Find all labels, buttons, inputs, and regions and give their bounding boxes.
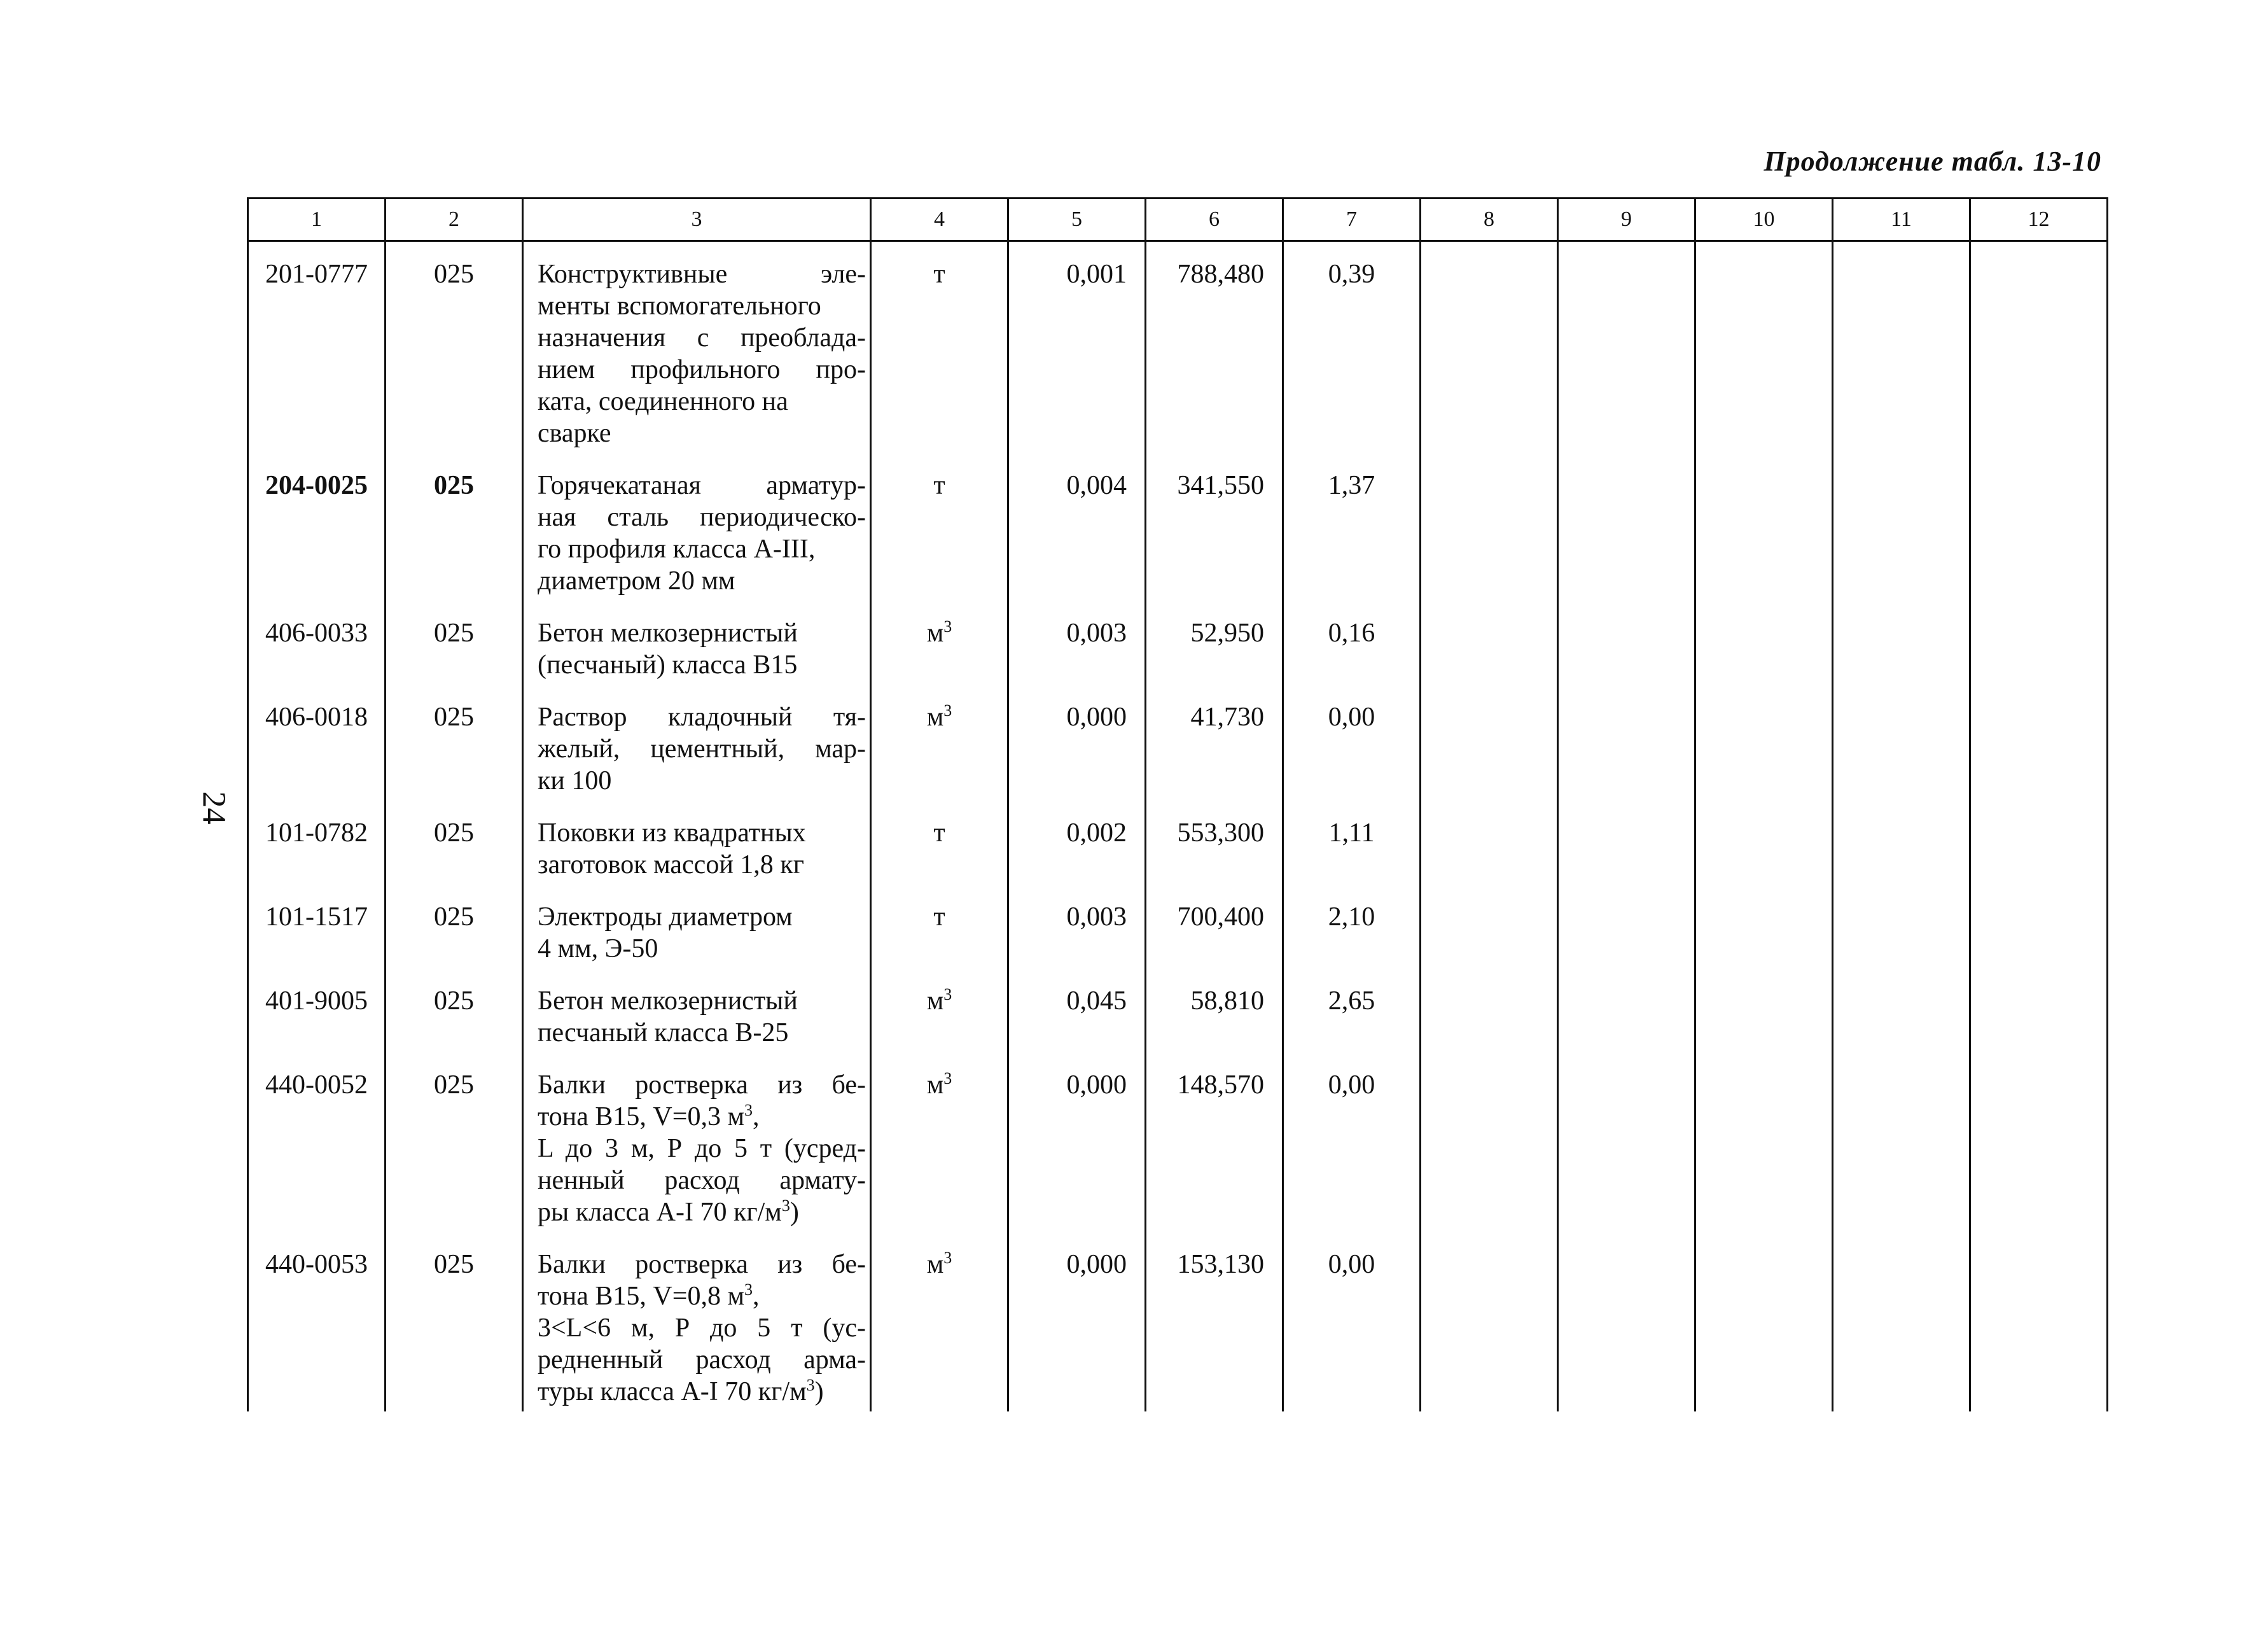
cell-total: 0,39 [1283, 241, 1421, 454]
cell-col12-empty [1970, 601, 2108, 685]
cell-total: 2,10 [1283, 885, 1421, 969]
cell-col8-empty [1421, 1053, 1558, 1232]
cell-total: 0,00 [1283, 685, 1421, 801]
cell-total: 0,16 [1283, 601, 1421, 685]
table-row [248, 241, 2108, 454]
cell-unit [871, 685, 1008, 801]
cell-quantity: 0,003 [1008, 601, 1146, 685]
column-header-4: 4 [871, 199, 1008, 241]
cell-col9-empty [1558, 801, 1695, 885]
cell-code: 101-1517 [248, 885, 386, 969]
cell-col2: 025 [386, 969, 523, 1053]
cell-name [523, 969, 871, 1053]
cell-col12-empty [1970, 801, 2108, 885]
column-header-9: 9 [1558, 199, 1695, 241]
cell-col11-empty [1833, 801, 1970, 885]
cell-code: 440-0052 [248, 1053, 386, 1232]
cell-col8-empty [1421, 453, 1558, 601]
cell-code: 101-0782 [248, 801, 386, 885]
cell-total: 1,11 [1283, 801, 1421, 885]
cell-quantity: 0,004 [1008, 453, 1146, 601]
cell-col10-empty [1695, 1232, 1833, 1411]
name-line: Балки ростверка из бе- [538, 1250, 866, 1279]
cell-col9-empty [1558, 1053, 1695, 1232]
cell-quantity: 0,001 [1008, 241, 1146, 454]
unit-superscript: 3 [943, 1249, 952, 1267]
cell-name [523, 241, 871, 454]
cell-col12-empty [1970, 685, 2108, 801]
name-line: Балки ростверка из бе- [538, 1070, 866, 1100]
cell-col2: 025 [386, 1232, 523, 1411]
name-line: Горячекатаная арматур- [538, 471, 866, 500]
cell-quantity: 0,000 [1008, 685, 1146, 801]
cell-col8-empty [1421, 885, 1558, 969]
cell-code: 201-0777 [248, 241, 386, 454]
cell-col9-empty [1558, 453, 1695, 601]
name-line: ката, соединенного на [538, 387, 788, 416]
cell-code: 406-0018 [248, 685, 386, 801]
cell-col10-empty [1695, 885, 1833, 969]
cell-col12-empty [1970, 453, 2108, 601]
name-line: назначения с преоблада- [538, 323, 866, 353]
name-line: диаметром 20 мм [538, 566, 735, 596]
cell-price: 52,950 [1146, 601, 1283, 685]
cell-col10-empty [1695, 241, 1833, 454]
cell-col2: 025 [386, 685, 523, 801]
cell-unit [871, 241, 1008, 454]
unit-text: т [933, 818, 945, 848]
unit-text: т [933, 260, 945, 289]
cell-col11-empty [1833, 885, 1970, 969]
cell-col9-empty [1558, 1232, 1695, 1411]
cell-col8-empty [1421, 801, 1558, 885]
cell-price: 700,400 [1146, 885, 1283, 969]
unit-text: м [926, 619, 944, 648]
column-header-2: 2 [386, 199, 523, 241]
name-line: го профиля класса А-III, [538, 535, 816, 564]
cell-name [523, 601, 871, 685]
cell-price: 341,550 [1146, 453, 1283, 601]
cell-col9-empty [1558, 601, 1695, 685]
unit-text: м [926, 1070, 944, 1100]
column-header-5: 5 [1008, 199, 1146, 241]
name-line: тона В15, V=0,3 $м^3$, [538, 1101, 760, 1131]
cell-col10-empty [1695, 601, 1833, 685]
name-line: Поковки из квадратных [538, 818, 806, 848]
cell-col10-empty [1695, 1053, 1833, 1232]
unit-text: м [926, 1250, 944, 1279]
name-line: желый, цементный, мар- [538, 734, 866, 764]
column-header-11: 11 [1833, 199, 1970, 241]
cell-quantity: 0,003 [1008, 885, 1146, 969]
unit-superscript: 3 [943, 701, 952, 720]
table-row [248, 453, 2108, 601]
cell-unit [871, 801, 1008, 885]
cell-col9-empty [1558, 685, 1695, 801]
cell-col12-empty [1970, 885, 2108, 969]
cell-col8-empty [1421, 969, 1558, 1053]
cell-col10-empty [1695, 969, 1833, 1053]
cell-price: 788,480 [1146, 241, 1283, 454]
cell-total: 0,00 [1283, 1053, 1421, 1232]
column-header-8: 8 [1421, 199, 1558, 241]
cell-code: 204-0025 [248, 453, 386, 601]
cell-unit [871, 601, 1008, 685]
name-line: заготовок массой 1,8 кг [538, 850, 804, 879]
name-line: (песчаный) класса В15 [538, 650, 798, 680]
name-line: ненный расход армату- [538, 1166, 866, 1195]
name-line: редненный расход арма- [538, 1345, 866, 1375]
cell-col2: 025 [386, 241, 523, 454]
cell-col8-empty [1421, 1232, 1558, 1411]
column-header-10: 10 [1695, 199, 1833, 241]
name-line: сварке [538, 419, 611, 448]
table-continuation-caption: Продолжение табл. 13-10 [1764, 146, 2101, 177]
cell-col11-empty [1833, 969, 1970, 1053]
cell-col9-empty [1558, 885, 1695, 969]
unit-text: м [926, 986, 944, 1016]
unit-superscript: 3 [943, 617, 952, 636]
name-line: ры класса А-I 70 $кг/м^3$) [538, 1196, 799, 1227]
cell-col10-empty [1695, 453, 1833, 601]
name-line: менты вспомогательного [538, 291, 821, 321]
column-header-1: 1 [248, 199, 386, 241]
cell-col2: 025 [386, 885, 523, 969]
cell-total: 2,65 [1283, 969, 1421, 1053]
cell-total: 1,37 [1283, 453, 1421, 601]
cell-col8-empty [1421, 685, 1558, 801]
cell-col9-empty [1558, 241, 1695, 454]
column-header-6: 6 [1146, 199, 1283, 241]
cell-code: 406-0033 [248, 601, 386, 685]
cell-quantity: 0,045 [1008, 969, 1146, 1053]
cell-price: 148,570 [1146, 1053, 1283, 1232]
cell-name [523, 453, 871, 601]
name-line: ная сталь периодическо- [538, 503, 866, 532]
unit-text: т [933, 902, 945, 932]
cell-quantity: 0,000 [1008, 1232, 1146, 1411]
cell-col8-empty [1421, 601, 1558, 685]
cell-price: 553,300 [1146, 801, 1283, 885]
cell-unit [871, 1232, 1008, 1411]
column-header-7: 7 [1283, 199, 1421, 241]
table-row [248, 601, 2108, 685]
cell-code: 401-9005 [248, 969, 386, 1053]
table-row [248, 969, 2108, 1053]
name-line: L до 3 м, Р до 5 т (усред- [538, 1134, 866, 1163]
resource-table [247, 197, 2108, 1411]
column-header-12: 12 [1970, 199, 2108, 241]
cell-col12-empty [1970, 969, 2108, 1053]
cell-price: 41,730 [1146, 685, 1283, 801]
table-row [248, 885, 2108, 969]
name-line: ки 100 [538, 766, 612, 795]
cell-col11-empty [1833, 1232, 1970, 1411]
name-line: туры класса А-I 70 $кг/м^3$) [538, 1376, 824, 1406]
cell-name [523, 801, 871, 885]
cell-price: 153,130 [1146, 1232, 1283, 1411]
cell-unit [871, 885, 1008, 969]
cell-col9-empty [1558, 969, 1695, 1053]
cell-total: 0,00 [1283, 1232, 1421, 1411]
cell-name [523, 685, 871, 801]
page-number: 24 [195, 791, 232, 825]
cell-unit [871, 969, 1008, 1053]
table-row [248, 1053, 2108, 1232]
table-row [248, 801, 2108, 885]
cell-col10-empty [1695, 685, 1833, 801]
name-line: Бетон мелкозернистый [538, 986, 798, 1016]
name-line: песчаный класса В-25 [538, 1018, 789, 1047]
cell-quantity: 0,002 [1008, 801, 1146, 885]
name-line: 4 мм, Э-50 [538, 934, 658, 963]
table-header [248, 199, 2108, 241]
cell-col12-empty [1970, 1232, 2108, 1411]
cell-name [523, 885, 871, 969]
name-line: Раствор кладочный тя- [538, 703, 866, 732]
cell-col10-empty [1695, 801, 1833, 885]
cell-unit [871, 453, 1008, 601]
unit-text: т [933, 471, 945, 500]
cell-quantity: 0,000 [1008, 1053, 1146, 1232]
name-line: 3<L<6 м, Р до 5 т (ус- [538, 1313, 866, 1343]
cell-col11-empty [1833, 241, 1970, 454]
cell-col12-empty [1970, 1053, 2108, 1232]
unit-text: м [926, 703, 944, 732]
cell-col2: 025 [386, 1053, 523, 1232]
cell-col2: 025 [386, 801, 523, 885]
name-line: нием профильного про- [538, 355, 866, 384]
cell-col11-empty [1833, 685, 1970, 801]
cell-col11-empty [1833, 453, 1970, 601]
unit-superscript: 3 [943, 1069, 952, 1088]
name-line: Конструктивные эле- [538, 260, 866, 289]
unit-superscript: 3 [943, 985, 952, 1004]
table-body [248, 241, 2108, 1412]
cell-col2: 025 [386, 453, 523, 601]
name-line: Бетон мелкозернистый [538, 619, 798, 648]
cell-col8-empty [1421, 241, 1558, 454]
cell-col12-empty [1970, 241, 2108, 454]
cell-col11-empty [1833, 1053, 1970, 1232]
column-header-3: 3 [523, 199, 871, 241]
table-row [248, 685, 2108, 801]
cell-price: 58,810 [1146, 969, 1283, 1053]
cell-col11-empty [1833, 601, 1970, 685]
name-line: Электроды диаметром [538, 902, 793, 932]
cell-name [523, 1053, 871, 1232]
cell-code: 440-0053 [248, 1232, 386, 1411]
cell-unit [871, 1053, 1008, 1232]
cell-col2: 025 [386, 601, 523, 685]
header-row [248, 199, 2108, 241]
table-row [248, 1232, 2108, 1411]
cell-name [523, 1232, 871, 1411]
name-line: тона В15, V=0,8 $м^3$, [538, 1280, 760, 1311]
